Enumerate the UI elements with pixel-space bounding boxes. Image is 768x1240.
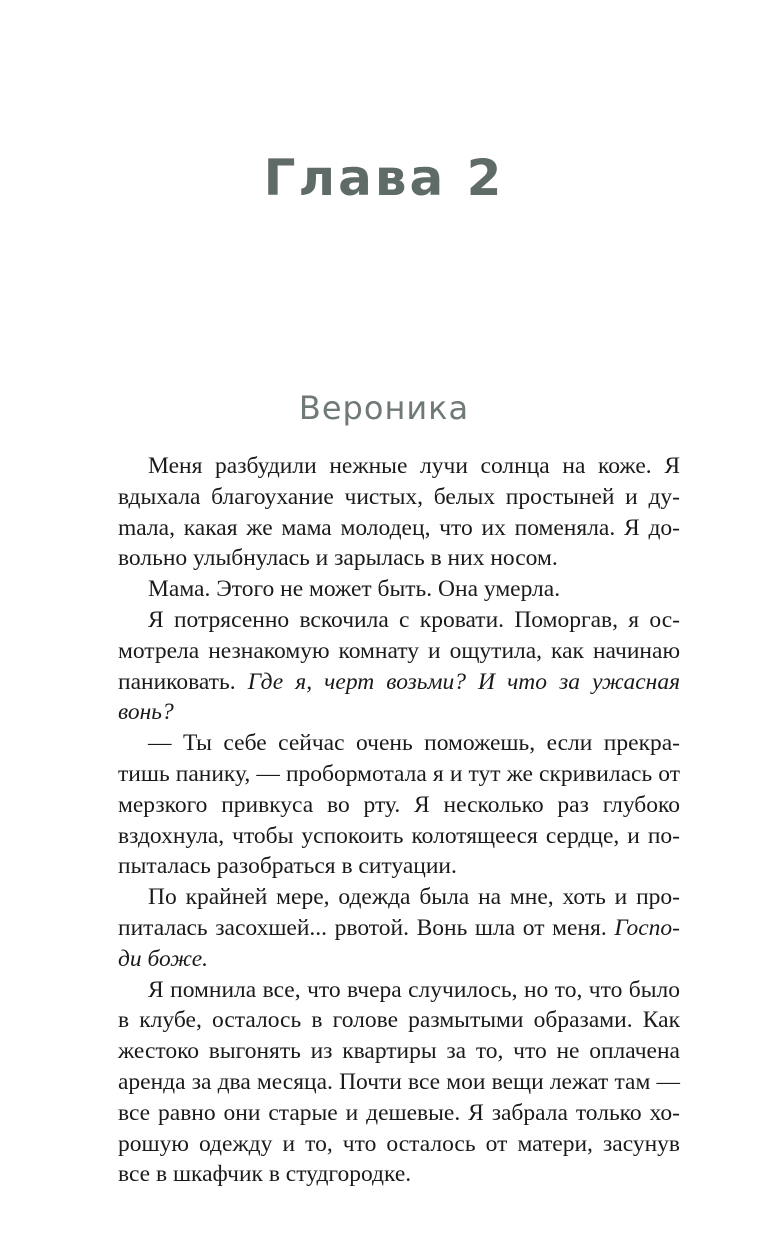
body-text [118,451,680,1190]
paragraph [118,975,680,1191]
italic-text: Где я, черт возьми? И что за ужасная вонь? [118,668,680,726]
paragraph-text: Я потрясенно вскочила с кровати. Поморгав, я осмотрела незнакомую комнату и ощутила, как начинаю паниковать. [118,606,680,695]
paragraph-text: Я помнила все, что вчера случилось, но то, что было в клубе, осталось в голове размытыми образами. Как жестоко выгонять из квартиры за то, что не оплачена аренда за два месяца. Почти все мои вещи лежат там — все равно они старые и дешевые. Я забрала только хорошую одежду и то, что осталось от матери, засунув все в шкафчик в студгородке. [118,976,680,1188]
paragraph-text: Мама. Этого не может быть. Она умерла. [148,576,561,603]
paragraph [118,574,680,605]
paragraph-text: Меня разбудили нежные лучи солнца на коже. Я вдыхала благоухание чистых, белых простыней и дуmала, какая же мама молодец, что их поменяла. Я довольно улыбнулась и зарылась в них носом. [118,453,680,572]
paragraph [118,451,680,574]
paragraph [118,605,680,728]
chapter-title: Глава 2 [263,149,505,207]
paragraph-text: По крайней мере, одежда была на мне, хоть и пропиталась засохшей... рвотой. Вонь шла от меня. [118,884,680,941]
section-title: Вероника [298,389,470,427]
paragraph [118,728,680,882]
italic-text: Господи боже. [118,914,680,972]
paragraph-text: — Ты себе сейчас очень поможешь, если прекратишь панику, — пробормотала я и тут же скривилась от мерзкого привкуса во рту. Я несколько раз глубоко вздохнула, чтобы успокоить колотящееся сердце, и попыталась разобраться в ситуации. [118,730,680,880]
paragraph [118,882,680,974]
